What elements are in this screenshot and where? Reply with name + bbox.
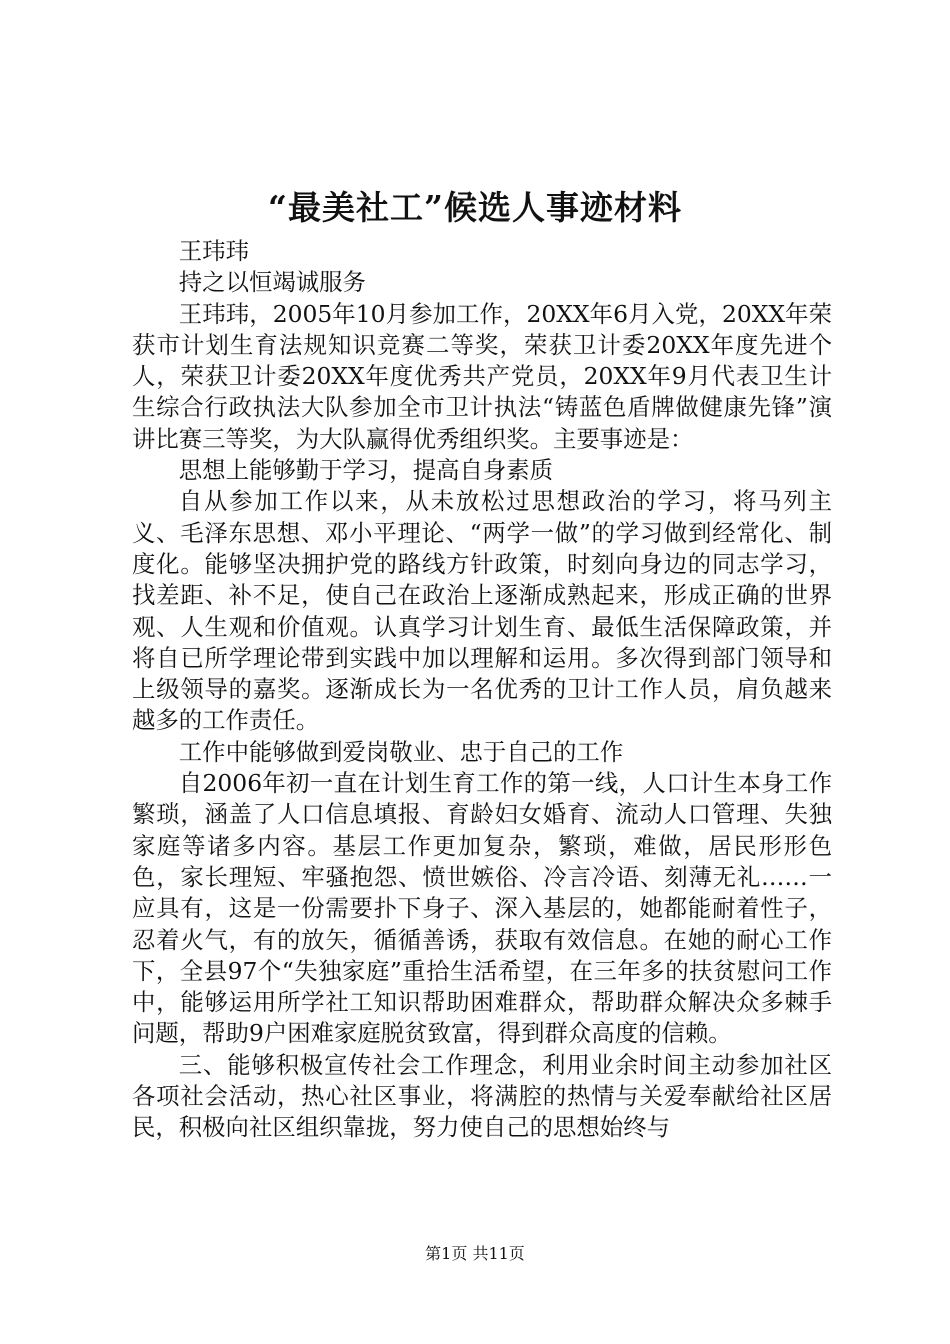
page-footer: 第1页 共11页 [425,1244,525,1263]
section-heading-work: 工作中能够做到爱岗敬业、忠于自己的工作 [178,737,624,766]
section-heading-study: 思想上能够勤于学习，提高自身素质 [178,456,554,485]
document-body [132,236,832,1144]
work-paragraph: 自2006年初一直在计划生育工作的第一线，人口计生本身工作繁琐，涵盖了人口信息填报、育龄妇女婚育、流动人口管理、失独家庭等诸多内容。基层工作更加复杂，繁琐，难做，居民形形色色，家长理短、牢骚抱怨、愤世嫉俗、冷言冷语、刻薄无礼……一应具有，这是一份需要扑下身子、深入基层的，她都能耐着性子，忍着火气，有的放矢，循循善诱，获取有效信息。在她的耐心工作下，全县97个“失独家庭”重拾生活希望，在三年多的扶贫慰问工作中，能够运用所学社工知识帮助困难群众，帮助群众解决众多棘手问题，帮助9户困难家庭脱贫致富，得到群众高度的信赖。 [132,769,832,1048]
intro-paragraph: 王玮玮，2005年10月参加工作，20XX年6月入党，20XX年荣获市计划生育法规知识竞赛二等奖，荣获卫计委20XX年度先进个人，荣获卫计委20XX年度优秀共产党员，20XX年9月代表卫生计生综合行政执法大队参加全市卫计执法“铸蓝色盾牌做健康先锋”演讲比赛三等奖，为大队赢得优秀组织奖。主要事迹是： [132,299,832,453]
study-paragraph: 自从参加工作以来，从未放松过思想政治的学习，将马列主义、毛泽东思想、邓小平理论、“两学一做”的学习做到经常化、制度化。能够坚决拥护党的路线方针政策，时刻向身边的同志学习，找差距、补不足，使自己在政治上逐渐成熟起来，形成正确的世界观、人生观和价值观。认真学习计划生育、最低生活保障政策，并将自已所学理论带到实践中加以理解和运用。多次得到部门领导和上级领导的嘉奖。逐渐成长为一名优秀的卫计工作人员，肩负越来越多的工作责任。 [132,487,832,735]
subtitle-motto: 持之以恒竭诚服务 [178,268,366,297]
author-name: 王玮玮 [178,237,249,265]
document-title: “最美社工”候选人事迹材料 [268,188,682,227]
community-paragraph: 三、能够积极宣传社会工作理念，利用业余时间主动参加社区各项社会活动，热心社区事业，将满腔的热情与关爱奉献给社区居民，积极向社区组织靠拢，努力使自己的思想始终与 [132,1050,832,1142]
